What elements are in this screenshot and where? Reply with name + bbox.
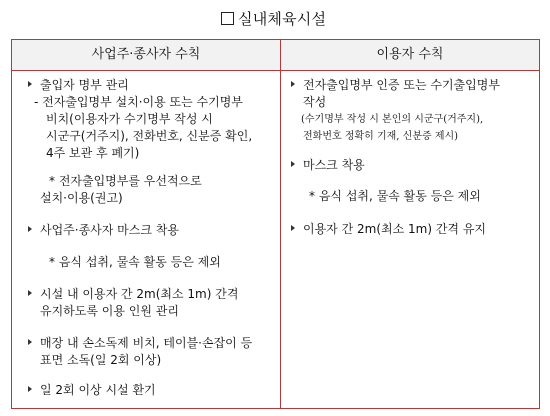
triangle-bullet-icon bbox=[28, 290, 32, 296]
list-item-note: * 음식 섭취, 물속 활동 등은 제외 bbox=[49, 255, 221, 269]
page-title bbox=[221, 10, 326, 28]
owner-staff-rules-list bbox=[12, 40, 280, 410]
list-item-detail: 작성 bbox=[303, 95, 327, 109]
list-item: 매장 내 손소독제 비치, 테이블·손잡이 등 bbox=[28, 336, 252, 351]
checkbox-square-icon bbox=[221, 12, 234, 25]
list-item: 이용자 간 2m(최소 1m) 간격 유지 bbox=[291, 222, 486, 237]
header-owner-staff-rules: 사업주·종사자 수칙 bbox=[12, 40, 280, 70]
list-item: 출입자 명부 관리 bbox=[28, 78, 129, 93]
list-item-detail: (수기명부 작성 시 본인의 시군구(거주지), bbox=[301, 114, 484, 125]
list-item-note: * 음식 섭취, 물속 활동 등은 제외 bbox=[309, 189, 481, 203]
triangle-bullet-icon bbox=[291, 81, 295, 87]
list-item-detail: 시군구(거주지), 전화번호, 신분증 확인, bbox=[46, 129, 253, 143]
list-item-note: * 전자출입명부를 우선적으로 bbox=[49, 174, 202, 188]
list-item: 사업주·종사자 마스크 착용 bbox=[28, 223, 179, 238]
triangle-bullet-icon bbox=[28, 386, 32, 392]
list-item: 전자출입명부 인증 또는 수기출입명부 bbox=[291, 78, 500, 93]
triangle-bullet-icon bbox=[28, 339, 32, 345]
list-item: 일 2회 이상 시설 환기 bbox=[28, 383, 156, 398]
triangle-bullet-icon bbox=[28, 81, 32, 87]
list-item: 마스크 착용 bbox=[291, 158, 365, 173]
list-item-detail: 비치(이용자가 수기명부 작성 시 bbox=[46, 112, 213, 126]
list-item-detail: 4주 보관 후 폐기) bbox=[46, 146, 140, 160]
header-user-rules: 이용자 수칙 bbox=[281, 40, 539, 70]
triangle-bullet-icon bbox=[291, 161, 295, 167]
list-item-detail: 유지하도록 이용 인원 관리 bbox=[40, 304, 179, 318]
page-title-text: 실내체육시설 bbox=[238, 10, 327, 28]
list-item-detail: 전화번호 정확히 기재, 신분증 제시) bbox=[303, 131, 459, 142]
triangle-bullet-icon bbox=[291, 225, 295, 231]
list-item: 시설 내 이용자 간 2m(최소 1m) 간격 bbox=[28, 287, 238, 302]
triangle-bullet-icon bbox=[28, 226, 32, 232]
list-item-detail: 표면 소독(일 2회 이상) bbox=[40, 353, 162, 367]
title-area bbox=[0, 0, 550, 40]
list-item-note: 설치·이용(권고) bbox=[40, 191, 123, 205]
user-rules-list bbox=[281, 40, 539, 410]
rules-table bbox=[11, 39, 540, 409]
list-item-detail: - 전자출입명부 설치·이용 또는 수기명부 bbox=[34, 95, 243, 109]
